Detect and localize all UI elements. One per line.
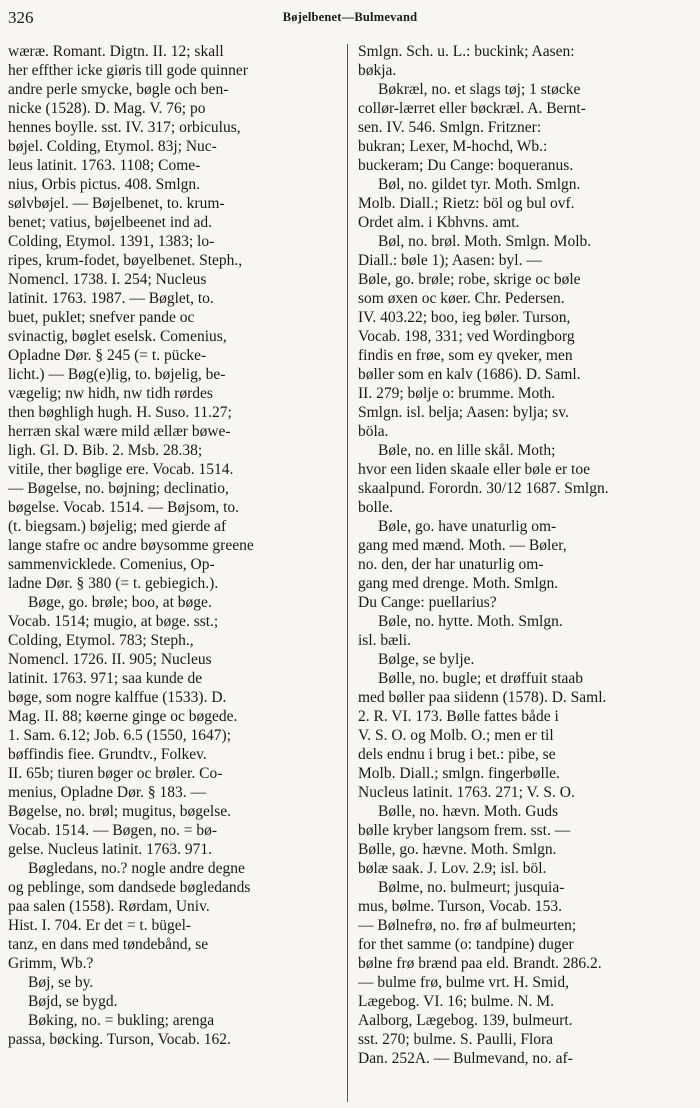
text-line: licht.) — Bøg(e)lig, to. bøjelig, be-: [8, 366, 226, 383]
page-header: [0, 0, 700, 40]
left-column: [8, 42, 338, 1104]
text-line: Bøle, go. have unaturlig om-: [378, 518, 557, 535]
text-line: her effther icke giøris till gode quinner: [8, 62, 248, 79]
text-line: dels endnu i brug i bet.: pibe, se: [358, 746, 556, 763]
text-line: Bølle, no. bugle; et drøffuit staab: [378, 670, 584, 687]
text-line: II. 279; bølje o: brumme. Moth.: [358, 385, 556, 402]
text-line: Bøjd, se bygd.: [28, 993, 118, 1010]
text-line: Bøle, no. en lille skål. Moth;: [378, 442, 556, 459]
text-line: Hist. I. 704. Er det = t. bügel-: [8, 917, 192, 934]
text-line: latinit. 1763. 971; saa kunde de: [8, 670, 203, 687]
text-line: Bøl, no. gildet tyr. Moth. Smlgn.: [378, 176, 581, 193]
text-line: ripes, krum-fodet, bøyelbenet. Steph.,: [8, 252, 243, 269]
text-line: wæræ. Romant. Digtn. II. 12; skall: [8, 43, 224, 60]
text-line: buet, puklet; snefver pande oc: [8, 309, 195, 326]
text-line: Grimm, Wb.?: [8, 955, 94, 972]
running-head: Bøjelbenet—Bulmevand: [282, 10, 418, 24]
text-line: Nomencl. 1726. II. 905; Nucleus: [8, 651, 212, 668]
text-line: Molb. Diall.; Rietz: böl og bul ovf.: [358, 195, 575, 212]
text-line: herræn skal wære mild ællær bøwe-: [8, 423, 231, 440]
text-line: Colding, Etymol. 1391, 1383; lo-: [8, 233, 215, 250]
text-line: Bøkræl, no. et slags tøj; 1 støcke: [378, 81, 581, 98]
text-line: nicke (1528). D. Mag. V. 76; po: [8, 100, 206, 117]
text-line: Bølle, go. hævne. Moth. Smlgn.: [358, 841, 557, 858]
text-line: Mag. II. 88; køerne ginge oc bøgede.: [8, 708, 238, 725]
text-line: nius, Orbis pictus. 408. Smlgn.: [8, 176, 201, 193]
text-line: benet; vatius, bøjelbeenet ind ad.: [8, 214, 213, 231]
text-line: Ordet alm. i Kbhvns. amt.: [358, 214, 520, 231]
text-line: Smlgn. isl. belja; Aasen: bylja; sv.: [358, 404, 569, 421]
text-line: Molb. Diall.; smlgn. fingerbølle.: [358, 765, 560, 782]
text-line: hvor een liden skaale eller bøle er toe: [358, 461, 590, 478]
text-line: Bølle, no. hævn. Moth. Guds: [378, 803, 558, 820]
text-line: vitile, ther bøglige ere. Vocab. 1514.: [8, 461, 234, 478]
text-line: Bøj, se by.: [28, 974, 94, 991]
text-line: Aalborg, Lægebog. 139, bulmeurt.: [358, 1012, 573, 1029]
text-line: Smlgn. Sch. u. L.: buckink; Aasen:: [358, 43, 575, 60]
text-line: gang med mænd. Moth. — Bøler,: [358, 537, 567, 554]
text-line: sst. 270; bulme. S. Paulli, Flora: [358, 1031, 554, 1048]
text-line: gang med drenge. Moth. Smlgn.: [358, 575, 559, 592]
text-line: tanz, en dans med tøndebånd, se: [8, 936, 209, 953]
text-line: Bølme, no. bulmeurt; jusquia-: [378, 879, 565, 896]
text-line: skaalpund. Forordn. 30/12 1687. Smlgn.: [358, 480, 609, 497]
text-line: Dan. 252A. — Bulmevand, no. af-: [358, 1050, 573, 1067]
text-line: bøjel. Colding, Etymol. 83j; Nuc-: [8, 138, 217, 155]
text-line: ligh. Gl. D. Bib. 2. Msb. 28.38;: [8, 442, 203, 459]
text-line: Bølge, se bylje.: [378, 651, 475, 668]
text-line: Vocab. 1514; mugio, at bøge. sst.;: [8, 613, 219, 630]
text-line: lange stafre oc andre bøysomme greene: [8, 537, 254, 554]
text-line: Bøle, no. hytte. Moth. Smlgn.: [378, 613, 563, 630]
text-line: — Bøgelse, no. bøjning; declinatio,: [8, 480, 229, 497]
text-line: Du Cange: puellarius?: [358, 594, 497, 611]
text-line: — Bølnefrø, no. frø af bulmeurten;: [358, 917, 577, 934]
text-line: Opladne Dør. § 245 (= t. pücke-: [8, 347, 207, 364]
text-line: menius, Opladne Dør. § 183. —: [8, 784, 207, 801]
text-line: buckeram; Du Cange: boqueranus.: [358, 157, 574, 174]
text-line: Bøking, no. = bukling; arenga: [28, 1012, 215, 1029]
text-line: Nucleus latinit. 1763. 271; V. S. O.: [358, 784, 575, 801]
text-line: og peblinge, som dandsede bøgledands: [8, 879, 251, 896]
text-line: IV. 403.22; boo, ieg bøler. Turson,: [358, 309, 571, 326]
text-line: findis en frøe, som ey qveker, men: [358, 347, 573, 364]
page-number: 326: [8, 8, 34, 27]
right-column: [358, 42, 692, 1104]
text-line: Vocab. 198, 331; ved Wordingborg: [358, 328, 575, 345]
text-line: V. S. O. og Molb. O.; men er til: [358, 727, 554, 744]
text-line: Bøgledans, no.? nogle andre degne: [28, 860, 245, 877]
text-line: Vocab. 1514. — Bøgen, no. = bø-: [8, 822, 218, 839]
column-divider: [347, 44, 348, 1102]
text-line: som øxen oc køer. Chr. Pedersen.: [358, 290, 565, 307]
text-line: bøge, som nogre kalffue (1533). D.: [8, 689, 227, 706]
text-line: passa, bøcking. Turson, Vocab. 162.: [8, 1031, 231, 1048]
text-line: med bøller paa siidenn (1578). D. Saml.: [358, 689, 607, 706]
text-line: mus, bølme. Turson, Vocab. 153.: [358, 898, 562, 915]
text-line: paa salen (1558). Rørdam, Univ.: [8, 898, 210, 915]
text-line: latinit. 1763. 1987. — Bøglet, to.: [8, 290, 214, 307]
text-line: andre perle smycke, bøgle och ben-: [8, 81, 229, 98]
text-line: svinactig, bøglet eselsk. Comenius,: [8, 328, 227, 345]
text-line: hennes boylle. sst. IV. 317; orbiculus,: [8, 119, 241, 136]
text-line: leus latinit. 1763. 1108; Come-: [8, 157, 201, 174]
text-line: for thet samme (o: tandpine) duger: [358, 936, 574, 953]
text-line: (t. biegsam.) bøjelig; med gierde af: [8, 518, 227, 535]
text-line: bøffindis fiee. Grundtv., Folkev.: [8, 746, 207, 763]
text-line: Bøle, go. brøle; robe, skrige oc bøle: [358, 271, 581, 288]
text-line: Bøgelse, no. brøl; mugitus, bøgelse.: [8, 803, 232, 820]
text-line: 1. Sam. 6.12; Job. 6.5 (1550, 1647);: [8, 727, 232, 744]
text-line: Bøl, no. brøl. Moth. Smlgn. Molb.: [378, 233, 592, 250]
text-line: Colding, Etymol. 783; Steph.,: [8, 632, 194, 649]
text-line: bølne frø brænd paa eld. Brandt. 286.2.: [358, 955, 602, 972]
text-line: then bøghligh hugh. H. Suso. 11.27;: [8, 404, 232, 421]
text-line: ladne Dør. § 380 (= t. gebiegich.).: [8, 575, 219, 592]
text-line: no. den, der har unaturlig om-: [358, 556, 544, 573]
text-line: isl. bæli.: [358, 632, 411, 649]
text-line: böla.: [358, 423, 389, 440]
text-line: bøller som en kalv (1686). D. Saml.: [358, 366, 581, 383]
text-line: — bulme frø, bulme vrt. H. Smid,: [358, 974, 569, 991]
text-line: sen. IV. 546. Smlgn. Fritzner:: [358, 119, 542, 136]
text-line: gelse. Nucleus latinit. 1763. 971.: [8, 841, 213, 858]
text-line: Nomencl. 1738. I. 254; Nucleus: [8, 271, 207, 288]
text-line: Lægebog. VI. 16; bulme. N. M.: [358, 993, 555, 1010]
text-line: 2. R. VI. 173. Bølle fattes både i: [358, 708, 559, 725]
text-line: II. 65b; tiuren bøger oc brøler. Co-: [8, 765, 223, 782]
text-line: bøkja.: [358, 62, 397, 79]
text-line: bølle kryber langsom frem. sst. —: [358, 822, 571, 839]
text-line: bøgelse. Vocab. 1514. — Bøjsom, to.: [8, 499, 240, 516]
text-line: bukran; Lexer, M-hochd, Wb.:: [358, 138, 548, 155]
text-line: Bøge, go. brøle; boo, at bøge.: [28, 594, 212, 611]
text-line: Diall.: bøle 1); Aasen: byl. —: [358, 252, 542, 269]
text-line: bølæ saak. J. Lov. 2.9; isl. böl.: [358, 860, 547, 877]
text-line: bolle.: [358, 499, 393, 516]
text-line: vægelig; nw hidh, nw tidh rørdes: [8, 385, 213, 402]
text-line: sølvbøjel. — Bøjelbenet, to. krum-: [8, 195, 225, 212]
text-line: sammenvicklede. Comenius, Op-: [8, 556, 215, 573]
text-line: collør-lærret eller bøckræl. A. Bernt-: [358, 100, 586, 117]
